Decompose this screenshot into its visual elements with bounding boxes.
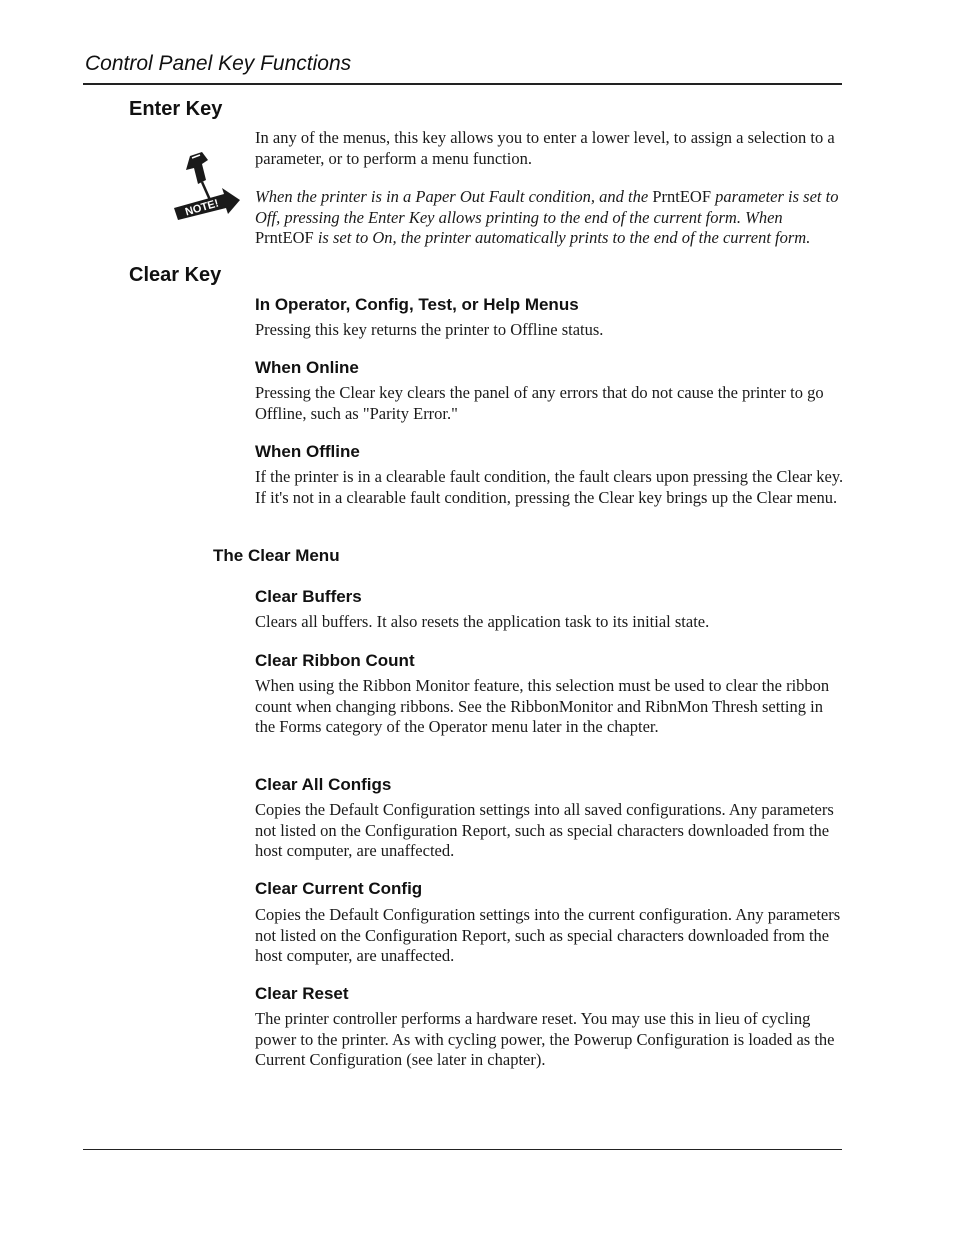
- section-title: When Offline: [255, 442, 360, 461]
- clear-key-heading: Clear Key: [129, 264, 222, 286]
- section-text: Pressing the Clear key clears the panel of any errors that do not cause the printer to go Offline, such as "Parity Error.": [255, 383, 824, 423]
- section-title: When Online: [255, 358, 359, 377]
- menu-item-text: The printer controller performs a hardware reset. You may use this in lieu of cycling power to the printer. As with cycling power, the Powerup Configuration is loaded as the Current Configuration (see later in chapter).: [255, 1009, 835, 1069]
- section-text: If the printer is in a clearable fault condition, the fault clears upon pressing the Clear key. If it's not in a clearable fault condition, pressing the Clear key brings up the Clear menu.: [255, 467, 844, 507]
- footer-rule: [83, 1149, 842, 1150]
- menu-item-title: Clear Current Config: [255, 879, 423, 898]
- menu-item-text: Clears all buffers. It also resets the application task to its initial state.: [255, 612, 710, 631]
- note-pushpin-icon: [172, 150, 242, 224]
- enter-key-note: When the printer is in a Paper Out Fault condition, and the PrntEOF parameter is set to Off, pressing the Enter Key allows printing to the end of the current form. When PrntEOF is set to On, the printer automatically prints to the end of the current form.: [255, 187, 839, 247]
- menu-item-text: Copies the Default Configuration settings into all saved configurations. Any parameters not listed on the Configuration Report, such as special characters downloaded from the host computer, are unaffected.: [255, 800, 834, 860]
- section-title: In Operator, Config, Test, or Help Menus: [255, 295, 579, 314]
- page-header-title: Control Panel Key Functions: [85, 52, 352, 75]
- header-rule: [83, 83, 842, 85]
- menu-item-title: Clear Reset: [255, 984, 349, 1003]
- menu-item-title: Clear Ribbon Count: [255, 651, 415, 670]
- note-label: NOTE!: [183, 197, 221, 219]
- menu-item-title: Clear Buffers: [255, 587, 362, 606]
- menu-item-text: When using the Ribbon Monitor feature, this selection must be used to clear the ribbon count when changing ribbons. See the RibbonMonitor and RibnMon Thresh setting in the Forms category of the Operator menu later in the chapter.: [255, 676, 830, 736]
- menu-item-title: Clear All Configs: [255, 775, 392, 794]
- clear-menu-heading: The Clear Menu: [213, 546, 340, 565]
- enter-key-text: In any of the menus, this key allows you to enter a lower level, to assign a selection to a parameter, or to perform a menu function.: [255, 128, 835, 168]
- enter-key-heading: Enter Key: [129, 98, 223, 120]
- section-text: Pressing this key returns the printer to Offline status.: [255, 320, 604, 339]
- menu-item-text: Copies the Default Configuration settings into the current configuration. Any parameters not listed on the Configuration Report, such as special characters downloaded from the host computer, are unaffected.: [255, 905, 841, 965]
